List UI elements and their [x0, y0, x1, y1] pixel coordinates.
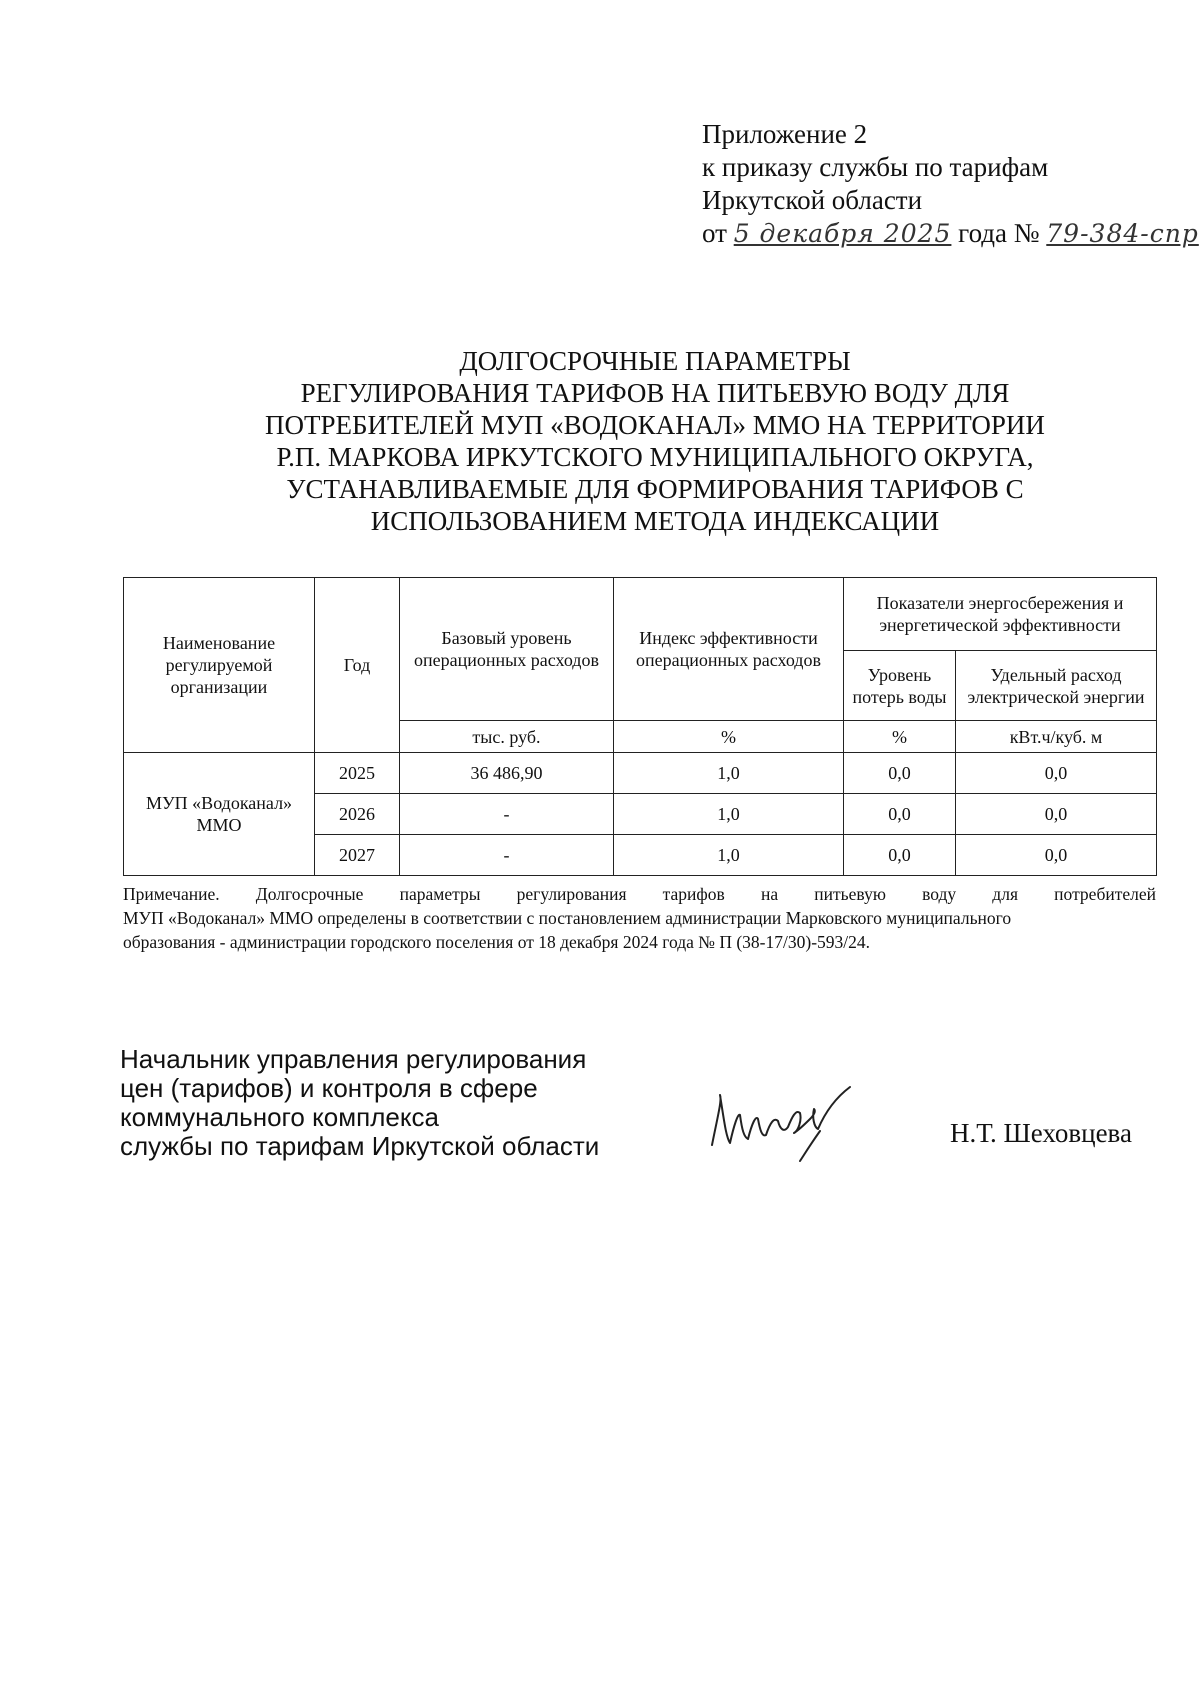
title-line-1: ДОЛГОСРОЧНЫЕ ПАРАМЕТРЫ — [459, 346, 851, 376]
signatory-name: Н.Т. Шеховцева — [950, 1118, 1132, 1148]
header-water-losses: Уровень потерь воды — [844, 651, 956, 721]
position-line-2: цен (тарифов) и контроля в сфере — [120, 1073, 538, 1103]
appendix-line-4 — [702, 217, 1199, 250]
cell-year: 2026 — [315, 794, 400, 835]
appendix-line-3: Иркутской области — [702, 185, 923, 215]
position-line-3: коммунального комплекса — [120, 1102, 439, 1132]
appendix-header — [702, 118, 1199, 250]
document-title — [150, 345, 1160, 537]
table-row — [124, 753, 1157, 794]
cell-electric: 0,0 — [956, 835, 1157, 876]
cell-losses: 0,0 — [844, 753, 956, 794]
title-line-2: РЕГУЛИРОВАНИЯ ТАРИФОВ НА ПИТЬЕВУЮ ВОДУ ДЛЯ — [300, 378, 1010, 408]
note-line-1: Примечание. Долгосрочные параметры регулирования тарифов на питьевую воду для потребителей — [123, 884, 1156, 904]
note-line-2: МУП «Водоканал» ММО определены в соответствии с постановлением администрации Марковского муниципального — [123, 908, 1012, 928]
table-note — [123, 882, 1156, 954]
position-line-1: Начальник управления регулирования — [120, 1044, 587, 1074]
header-energy-group: Показатели энергосбережения и энергетической эффективности — [844, 578, 1157, 651]
unit-index: % — [614, 721, 844, 753]
handwritten-date: 5 декабря 2025 — [733, 219, 952, 248]
title-line-3: ПОТРЕБИТЕЛЕЙ МУП «ВОДОКАНАЛ» ММО НА ТЕРРИТОРИИ — [265, 410, 1045, 440]
unit-electric: кВт.ч/куб. м — [956, 721, 1157, 753]
cell-base: - — [400, 794, 614, 835]
position-line-4: службы по тарифам Иркутской области — [120, 1131, 600, 1161]
cell-electric: 0,0 — [956, 753, 1157, 794]
title-line-6: ИСПОЛЬЗОВАНИЕМ МЕТОДА ИНДЕКСАЦИИ — [370, 506, 940, 536]
cell-year: 2025 — [315, 753, 400, 794]
cell-index: 1,0 — [614, 753, 844, 794]
cell-index: 1,0 — [614, 835, 844, 876]
cell-losses: 0,0 — [844, 835, 956, 876]
cell-base: 36 486,90 — [400, 753, 614, 794]
handwritten-order-number: 79-384-спр — [1046, 219, 1199, 248]
title-line-4: Р.П. МАРКОВА ИРКУТСКОГО МУНИЦИПАЛЬНОГО ОКРУГА, — [276, 442, 1034, 472]
header-efficiency-index: Индекс эффективности операционных расходов — [614, 578, 844, 721]
note-line-3: образования - администрации городского поселения от 18 декабря 2024 года № П (38-17/30)-593/24. — [123, 932, 871, 952]
appendix-year-word: года № — [958, 218, 1040, 248]
parameters-table — [123, 577, 1157, 876]
unit-base: тыс. руб. — [400, 721, 614, 753]
org-name-cell: МУП «Водоканал» ММО — [124, 753, 315, 876]
handwritten-signature — [700, 1075, 900, 1165]
cell-electric: 0,0 — [956, 794, 1157, 835]
signatory-position — [120, 1045, 640, 1161]
cell-index: 1,0 — [614, 794, 844, 835]
cell-losses: 0,0 — [844, 794, 956, 835]
appendix-from: от — [702, 218, 727, 248]
cell-year: 2027 — [315, 835, 400, 876]
header-year: Год — [315, 578, 400, 753]
header-org: Наименование регулируемой организации — [124, 578, 315, 753]
unit-losses: % — [844, 721, 956, 753]
header-electric-consumption: Удельный расход электрической энергии — [956, 651, 1157, 721]
appendix-line-2: к приказу службы по тарифам — [702, 152, 1049, 182]
header-base-level: Базовый уровень операционных расходов — [400, 578, 614, 721]
appendix-line-1: Приложение 2 — [702, 119, 868, 149]
title-line-5: УСТАНАВЛИВАЕМЫЕ ДЛЯ ФОРМИРОВАНИЯ ТАРИФОВ С — [286, 474, 1024, 504]
cell-base: - — [400, 835, 614, 876]
